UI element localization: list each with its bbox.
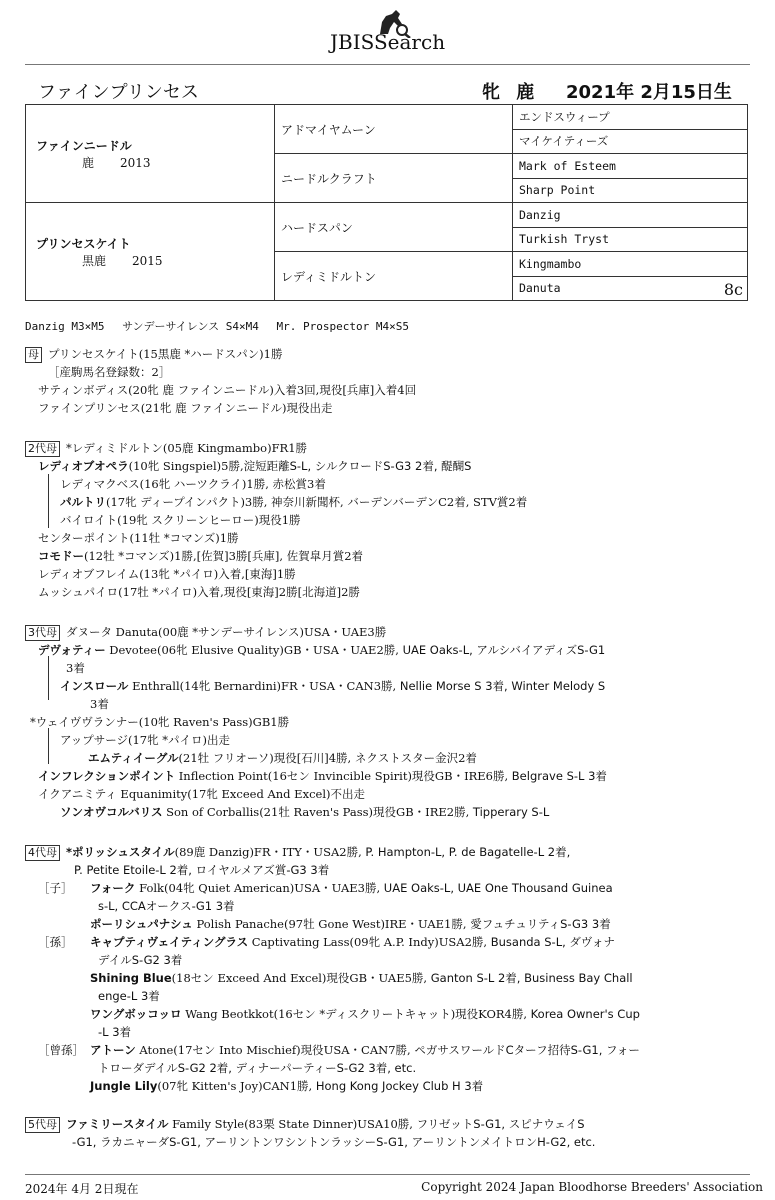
- g3-line-7: インフレクションポイント Inflection Point(16セン Invincible Spirit)現役GB・IRE6勝, Belgrave S-L 3着: [38, 769, 607, 783]
- g2-line-3: レディマクベス(16牝 ハーツクライ)1勝, 赤松賞3着: [60, 477, 326, 491]
- g5-line-2: -G1, ラカニャーダS-G1, アーリントンワシントンラッシーS-G1, アーリントンメイトロンH-G2, etc.: [72, 1135, 596, 1149]
- pedigree-sire-sire[interactable]: アドマイヤムーン: [275, 105, 513, 154]
- g3-line-5: アップサージ(17牝 *パイロ)出走: [60, 733, 230, 747]
- g5-tag: 5代母: [25, 1117, 60, 1133]
- g4-kin-grandchild: ［孫］: [38, 935, 73, 949]
- g2-line-1: 2代母 *レディミドルトン(05鹿 Kingmambo)FR1勝: [25, 440, 307, 457]
- g2-branch-line: [48, 474, 49, 528]
- g4-line-4: s-L, CCAオークス-G1 3着: [98, 899, 235, 913]
- g4-kin-greatgrandchild: ［曾孫］: [38, 1043, 84, 1057]
- g4-line-8: Shining Blue(18セン Exceed And Excel)現役GB・UAE5勝, Ganton S-L 2着, Business Bay Chall: [90, 971, 633, 985]
- header-divider: [25, 64, 750, 65]
- pedigree-gen3-7[interactable]: Kingmambo: [513, 252, 748, 277]
- g2-line-8: レディオブフレイム(13牝 *パイロ)入着,[東海]1勝: [38, 567, 296, 581]
- dam-line-2: ［産駒馬名登録数：2］: [48, 365, 171, 379]
- g2-line-9: ムッシュパイロ(17牡 *パイロ)入着,現役[東海]2勝[北海道]2勝: [38, 585, 360, 599]
- g4-tag: 4代母: [25, 845, 60, 861]
- g2-line-6: センターポイント(11牡 *コマンズ)1勝: [38, 531, 239, 545]
- sex-color: 牝 鹿: [482, 82, 535, 103]
- pedigree-gen3-1[interactable]: エンドスウィープ: [513, 105, 748, 130]
- horse-name: ファインプリンセス: [38, 82, 199, 103]
- g5-line-1: 5代母 ファミリースタイル Family Style(83栗 State Dinner)USA10勝, フリゼットS-G1, スピナウェイS: [25, 1116, 585, 1133]
- g3-branch-line-2: [48, 728, 49, 764]
- pedigree-dam-sire[interactable]: ハードスパン: [275, 203, 513, 252]
- footer-divider: [25, 1174, 750, 1175]
- pedigree-gen3-4[interactable]: Sharp Point: [513, 178, 748, 203]
- g2-line-2: レディオブオペラ(10牝 Singspiel)5勝,淀短距離S-L, シルクロードS-G3 2着, 醍醐S: [38, 459, 472, 473]
- g3-line-8: イクアニミティ Equanimity(17牝 Exceed And Excel)不出走: [38, 787, 365, 801]
- g3-line-3-cont: 3着: [90, 697, 109, 711]
- g2-tag: 2代母: [25, 441, 60, 457]
- pedigree-gen3-2[interactable]: マイケイティーズ: [513, 129, 748, 154]
- g4-line-1: 4代母 *ポリッシュスタイル(89鹿 Danzig)FR・ITY・USA2勝, P. Hampton-L, P. de Bagatelle-L 2着,: [25, 844, 570, 861]
- g3-line-1: 3代母 ダヌータ Danuta(00鹿 *サンデーサイレンス)USA・UAE3勝: [25, 624, 386, 641]
- g4-line-2: P. Petite Etoile-L 2着, ロイヤルメアズ賞-G3 3着: [74, 863, 330, 877]
- pedigree-gen3-8[interactable]: Danuta 8c: [513, 276, 748, 301]
- g4-line-11: -L 3着: [98, 1025, 132, 1039]
- g3-line-3: インスロール Enthrall(14牝 Bernardini)FR・USA・CAN3勝, Nellie Morse S 3着, Winter Melody S: [60, 679, 606, 693]
- g4-kin-child: ［子］: [38, 881, 73, 895]
- g2-line-4: パルトリ(17牝 ディープインパクト)3勝, 神奈川新聞杯, バーデンバーデンC2着, STV賞2着: [60, 495, 528, 509]
- footer-copyright: Copyright 2024 Japan Bloodhorse Breeders' Association: [421, 1180, 763, 1194]
- g3-line-6: エムティイーグル(21牡 フリオーソ)現役[石川]4勝, ネクストスター金沢2着: [88, 751, 477, 765]
- jbis-logo: [330, 8, 460, 54]
- family-code: 8c: [723, 279, 743, 299]
- footer-date: 2024年 4月 2日現在: [25, 1182, 139, 1196]
- g3-branch-line-1: [48, 656, 49, 700]
- pedigree-dam[interactable]: プリンセスケイト 黒鹿 2015: [26, 203, 275, 301]
- dam-line-4: ファインプリンセス(21牝 鹿 ファインニードル)現役出走: [38, 401, 333, 415]
- birth-date: 2021年 2月15日生: [566, 82, 732, 103]
- pedigree-gen3-6[interactable]: Turkish Tryst: [513, 227, 748, 252]
- pedigree-dam-dam[interactable]: レディミドルトン: [275, 252, 513, 301]
- g4-line-14: Jungle Lily(07牝 Kitten's Joy)CAN1勝, Hong Kong Jockey Club H 3着: [90, 1079, 484, 1093]
- dam-tag: 母: [25, 347, 42, 363]
- g4-line-7: デイルS-G2 3着: [98, 953, 183, 967]
- g3-line-4: *ウェイヴヴランナー(10牝 Raven's Pass)GB1勝: [30, 715, 290, 729]
- g4-line-9: enge-L 3着: [98, 989, 160, 1003]
- pedigree-table: [25, 104, 748, 301]
- g4-line-12: アトーン Atone(17セン Into Mischief)現役USA・CAN7勝, ペガサスワールドCターフ招待S-G1, フォー: [90, 1043, 640, 1057]
- g4-line-6: キャプティヴェイティングラス Captivating Lass(09牝 A.P. Indy)USA2勝, Busanda S-L, ダヴォナ: [90, 935, 615, 949]
- g2-line-7: コモドー(12牡 *コマンズ)1勝,[佐賀]3勝[兵庫], 佐賀皐月賞2着: [38, 549, 364, 563]
- pedigree-gen3-3[interactable]: Mark of Esteem: [513, 154, 748, 179]
- g3-line-2-cont: 3着: [66, 661, 85, 675]
- g4-line-10: ワングボッコッロ Wang Beotkkot(16セン *ディスクリートキャット)現役KOR4勝, Korea Owner's Cup: [90, 1007, 640, 1021]
- pedigree-gen3-5[interactable]: Danzig: [513, 203, 748, 228]
- g3-line-2: デヴォティー Devotee(06牝 Elusive Quality)GB・USA・UAE2勝, UAE Oaks-L, アルシバイアディズS-G1: [38, 643, 606, 657]
- g3-tag: 3代母: [25, 625, 60, 641]
- g4-line-13: トローダデイルS-G2 2着, ディナーパーティーS-G2 3着, etc.: [98, 1061, 417, 1075]
- pedigree-sire[interactable]: ファインニードル 鹿 2013: [26, 105, 275, 203]
- pedigree-sire-dam[interactable]: ニードルクラフト: [275, 154, 513, 203]
- logo-text: JBISSearch: [330, 30, 446, 54]
- g3-line-9: ソンオヴコルバリス Son of Corballis(21牡 Raven's Pass)現役GB・IRE2勝, Tipperary S-L: [60, 805, 550, 819]
- dam-line-1: 母 プリンセスケイト(15黒鹿 *ハードスパン)1勝: [25, 346, 282, 363]
- dam-line-3: サティンボディス(20牝 鹿 ファインニードル)入着3回,現役[兵庫]入着4回: [38, 383, 417, 397]
- inbreeding-line: Danzig M3×M5 サンデーサイレンス S4×M4 Mr. Prospector M4×S5: [25, 320, 409, 333]
- g4-line-5: ポーリシュパナシュ Polish Panache(97牡 Gone West)IRE・UAE1勝, 愛フュチュリティS-G3 3着: [90, 917, 611, 931]
- g2-line-5: バイロイト(19牝 スクリーンヒーロー)現役1勝: [60, 513, 301, 527]
- g4-line-3: フォーク Folk(04牝 Quiet American)USA・UAE3勝, UAE Oaks-L, UAE One Thousand Guinea: [90, 881, 613, 895]
